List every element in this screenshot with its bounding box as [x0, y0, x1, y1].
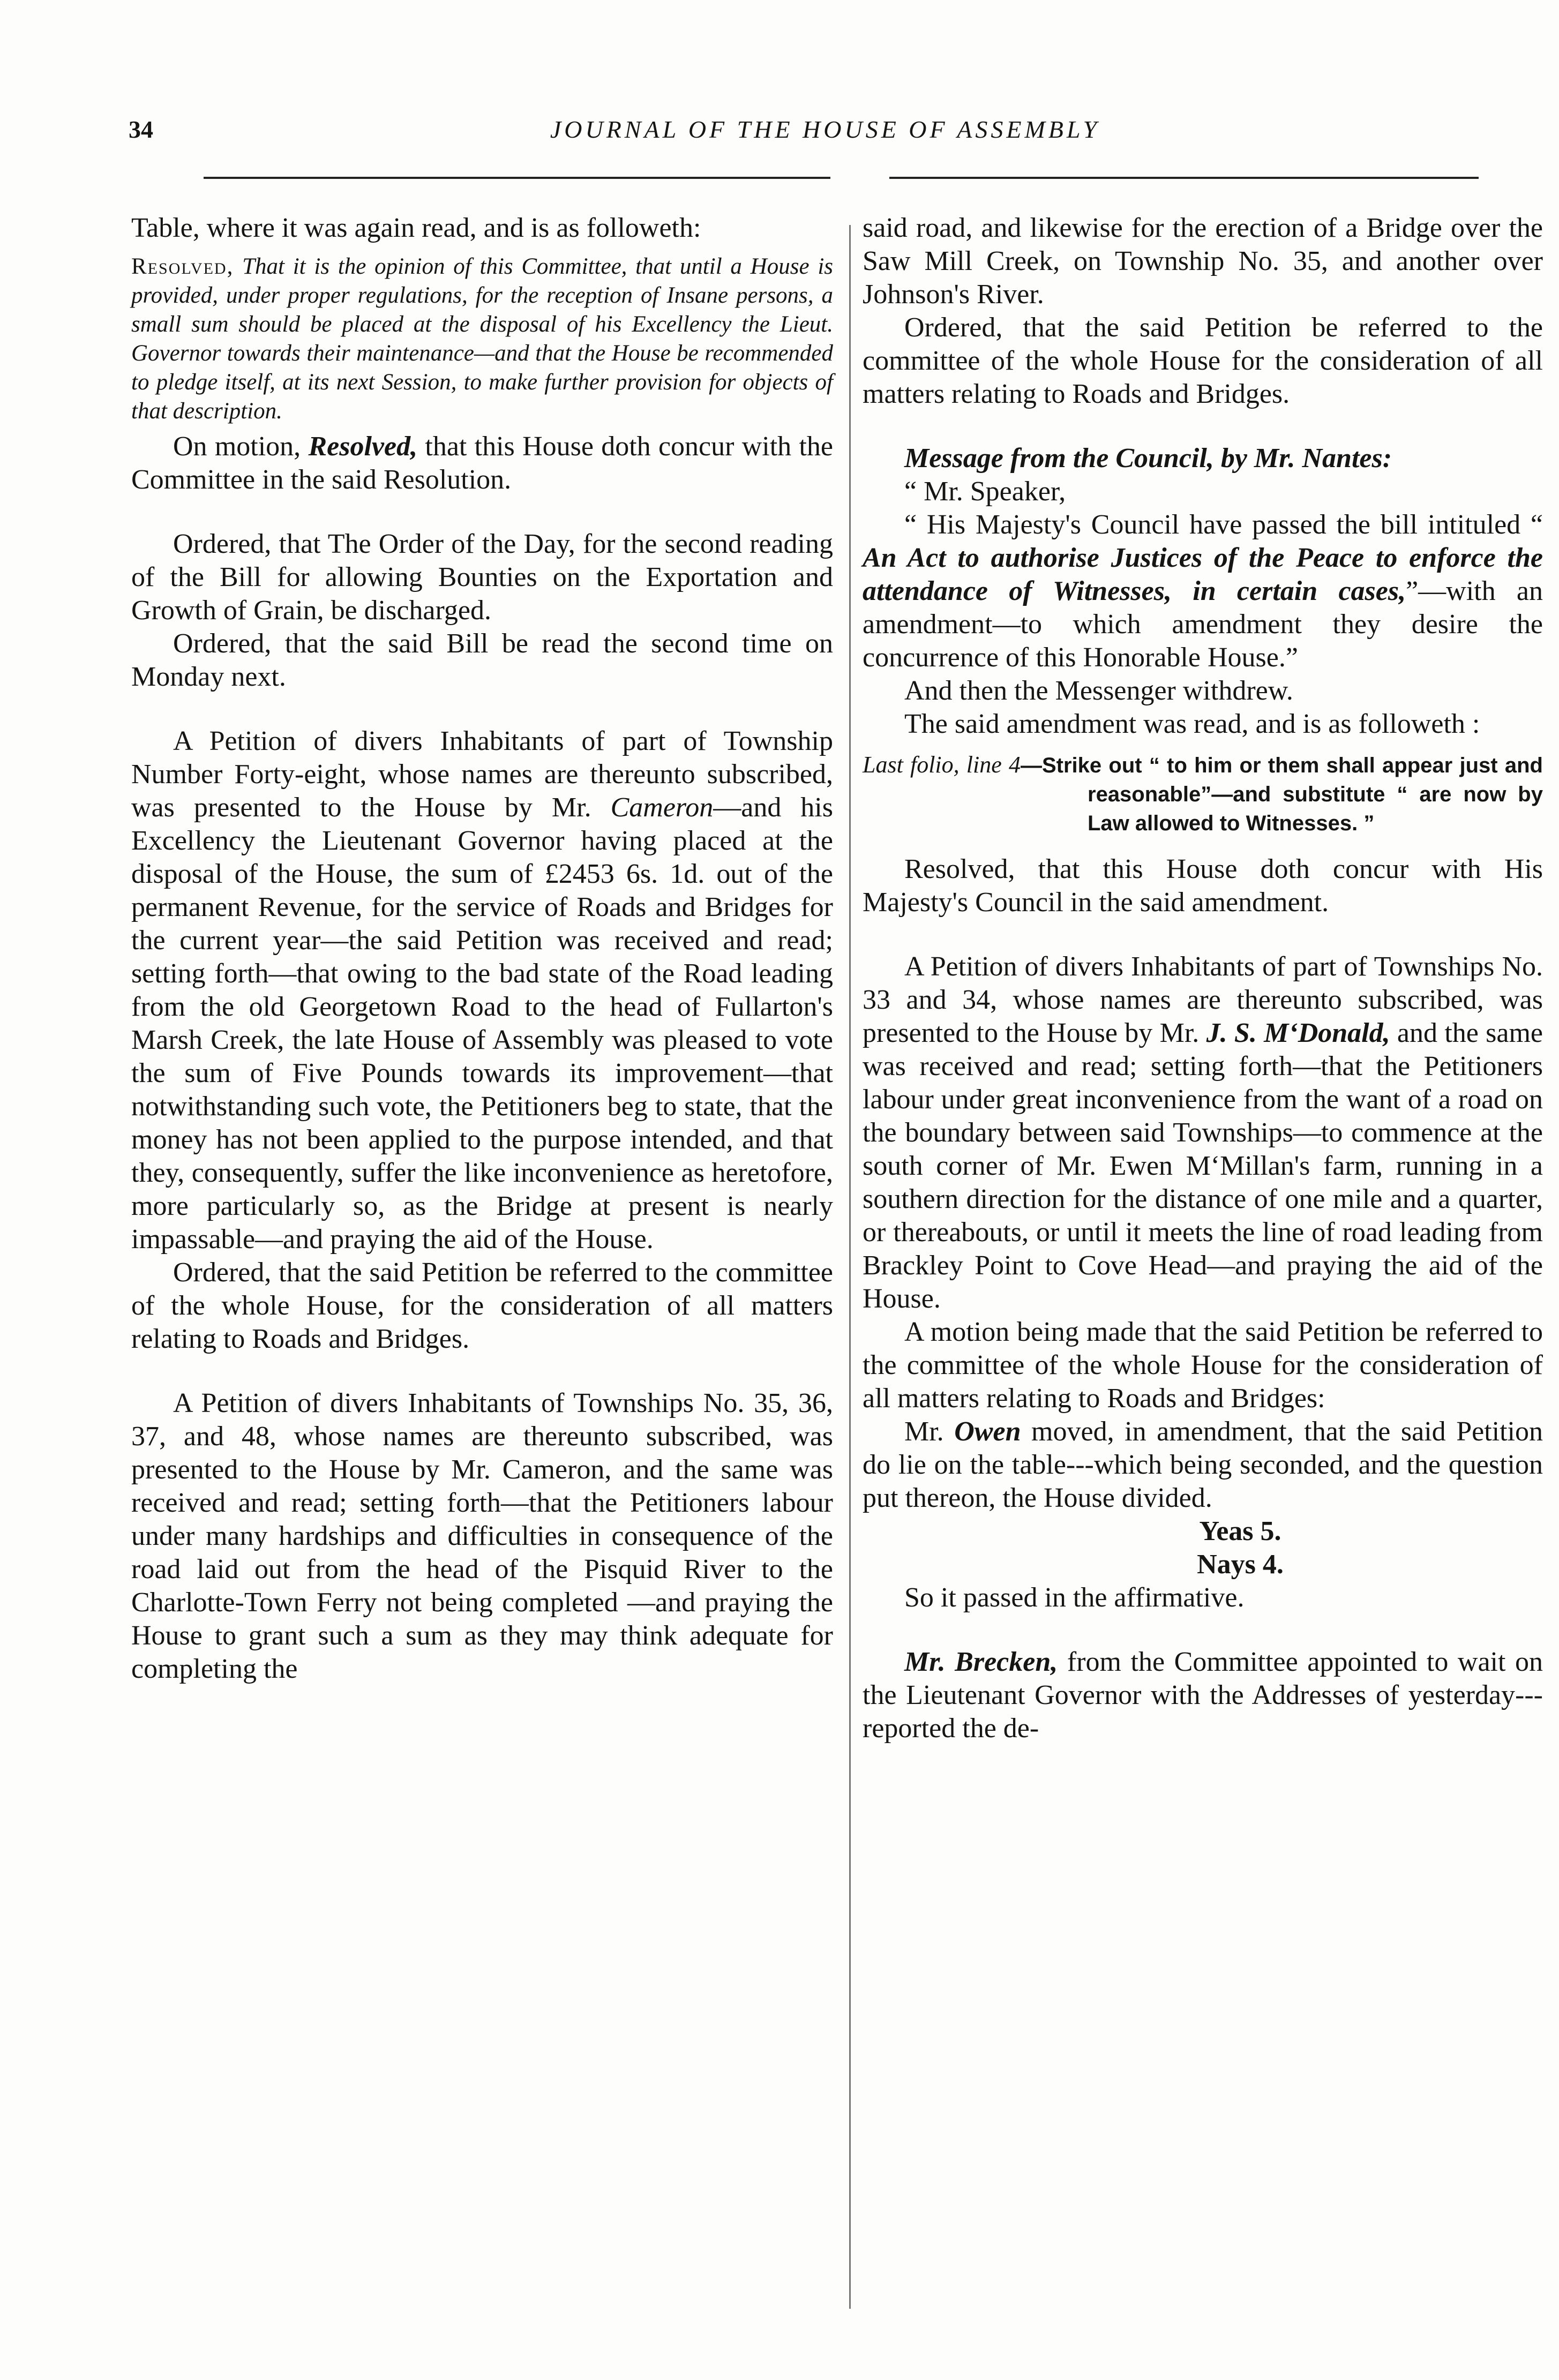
header-rule-left [204, 177, 830, 179]
paragraph-petition-townships: A Petition of divers Inhabitants of Townships No. 35, 36, 37, and 48, whose names are thereunto subscribed, was presented to the House by Mr. Cameron, and the same was received and read; setting forth—that the Petitioners labour under many hardships and difficulties in consequence of the road laid out from the head of the Pisquid River to the Charlotte-Town Ferry not being completed —and praying the House to grant such a sum as they may think adequate for completing the [131, 1388, 833, 1684]
amendment-folio: Last folio, line 4 [863, 752, 1021, 778]
motion-text-rest: that this House doth concur with the Committee in the said Resolution. [131, 431, 833, 495]
page-header [129, 110, 1521, 158]
report-text: from the Committee appointed to wait on the Lieutenant Governor with the Addresses of yesterday---reported the de- [863, 1647, 1543, 1744]
resolution-body: That it is the opinion of this Committee, that until a House is provided, under proper regulations, for the reception of Insane persons, a small sum should be placed at the disposal of his Excellency the Lieut. Governor towards their maintenance—and that the House be recommended to pledge itself, at its next Session, to make further provision for objects of that description. [131, 254, 833, 424]
message-text: “ His Majesty's Council have passed the bill intituled “ [904, 509, 1543, 540]
paragraph-petition-referred: Ordered, that the said Petition be referred to the committee of the whole House, for the consideration of all matters relating to Roads and Bridges. [131, 1257, 833, 1354]
owen-prefix: Mr. [904, 1416, 955, 1447]
amendment-text [863, 750, 1543, 838]
resolved-word: Resolved, [308, 431, 418, 462]
paragraph-table-read: Table, where it was again read, and is as followeth: [131, 213, 701, 243]
vote-yeas: Yeas 5. [1199, 1516, 1281, 1546]
motion-text: On motion, [173, 431, 309, 462]
message-body [863, 508, 1543, 674]
paragraph-on-motion [131, 430, 833, 497]
petition-text: A Petition of divers Inhabitants of part of Townships No. 33 and 34, whose names are thereunto subscribed, was presented to the House by Mr. [863, 951, 1543, 1048]
running-title: JOURNAL OF THE HOUSE OF ASSEMBLY [550, 116, 1100, 143]
paragraph-owen-amendment [863, 1415, 1543, 1515]
column-divider [849, 225, 851, 2309]
petition-text-rest: —and his Excellency the Lieutenant Governor having placed at the disposal of the House, the sum of £2453 6s. 1d. out of the permanent Revenue, for the service of Roads and Bridges for the current year—the said Petition was received and read; setting forth—that owing to the bad state of the Road leading from the old Georgetown Road to the head of Fullarton's Marsh Creek, the late House of Assembly was pleased to vote the sum of Five Pounds towards its improvement—that notwithstanding such vote, the Petitioners beg to state, that the money has not been applied to the purpose intended, and that they, consequently, suffer the like inconvenience as heretofore, more particularly so, as the Bridge at present is nearly impassable—and praying the aid of the House. [131, 792, 833, 1255]
member-name: Cameron [610, 792, 714, 823]
bill-title: An Act to authorise Justices of the Peace to enforce the attendance of Witnesses, in certain cases, [863, 543, 1543, 606]
committee-resolution [131, 252, 833, 426]
paragraph-road-bridge: said road, and likewise for the erection of a Bridge over the Saw Mill Creek, on Township No. 35, and another over Johnson's River. [863, 213, 1543, 310]
amendment-read: The said amendment was read, and is as followeth : [904, 709, 1480, 739]
message-text-rest: ”—with an amendment—to which amendment they desire the concurrence of this Honorable House.” [863, 576, 1543, 673]
message-heading: Message from the Council, by Mr. Nantes: [904, 443, 1392, 474]
header-rule-right [889, 177, 1479, 179]
paragraph-bill-second-reading: Ordered, that the said Bill be read the second time on Monday next. [131, 628, 833, 692]
member-name: Owen [954, 1416, 1021, 1447]
petition-text-rest: and the same was received and read; setting forth—that the Petitioners labour under great inconvenience from the want of a road on the boundary between said Townships—to commence at the south corner of Mr. Ewen M‘Millan's farm, running in a southern direction for the distance of one mile and a quarter, or thereabouts, or until it meets the line of road leading from Brackley Point to Cove Head—and praying the aid of the House. [863, 1018, 1543, 1314]
right-column [863, 212, 1543, 1745]
paragraph-affirmative: So it passed in the affirmative. [904, 1582, 1245, 1613]
messenger-withdrew: And then the Messenger withdrew. [904, 675, 1293, 706]
paragraph-petition-townships-33-34 [863, 950, 1543, 1316]
vote-nays: Nays 4. [1197, 1549, 1284, 1580]
resolution-lead: Resolved, [131, 254, 234, 279]
message-salutation: “ Mr. Speaker, [904, 476, 1066, 507]
paragraph-order-of-day: Ordered, that The Order of the Day, for the second reading of the Bill for allowing Bounties on the Exportation and Growth of Grain, be discharged. [131, 529, 833, 626]
paragraph-petition-referred-right: Ordered, that the said Petition be referred to the committee of the whole House for the consideration of all matters relating to Roads and Bridges. [863, 312, 1543, 409]
member-name: Mr. Brecken, [904, 1647, 1058, 1677]
petition-text: A Petition of divers Inhabitants of part of Township Number Forty-eight, whose names are thereunto subscribed, was presented to the House by Mr. [131, 726, 833, 823]
member-name: J. S. M‘Donald, [1206, 1018, 1390, 1048]
paragraph-motion-referred: A motion being made that the said Petition be referred to the committee of the whole House for the consideration of all matters relating to Roads and Bridges: [863, 1317, 1543, 1414]
left-column [131, 212, 833, 1686]
paragraph-petition-township-48 [131, 725, 833, 1256]
paragraph-brecken-report [863, 1646, 1543, 1745]
paragraph-resolved-concur: Resolved, that this House doth concur with His Majesty's Council in the said amendment. [863, 854, 1543, 918]
page-number: 34 [129, 116, 153, 143]
amendment-body: —Strike out “ to him or them shall appear just and reasonable”—and substitute “ are now by Law allowed to Witnesses. ” [1020, 754, 1543, 835]
owen-text: moved, in amendment, that the said Petition do lie on the table---which being seconded, and the question put thereon, the House divided. [863, 1416, 1543, 1513]
